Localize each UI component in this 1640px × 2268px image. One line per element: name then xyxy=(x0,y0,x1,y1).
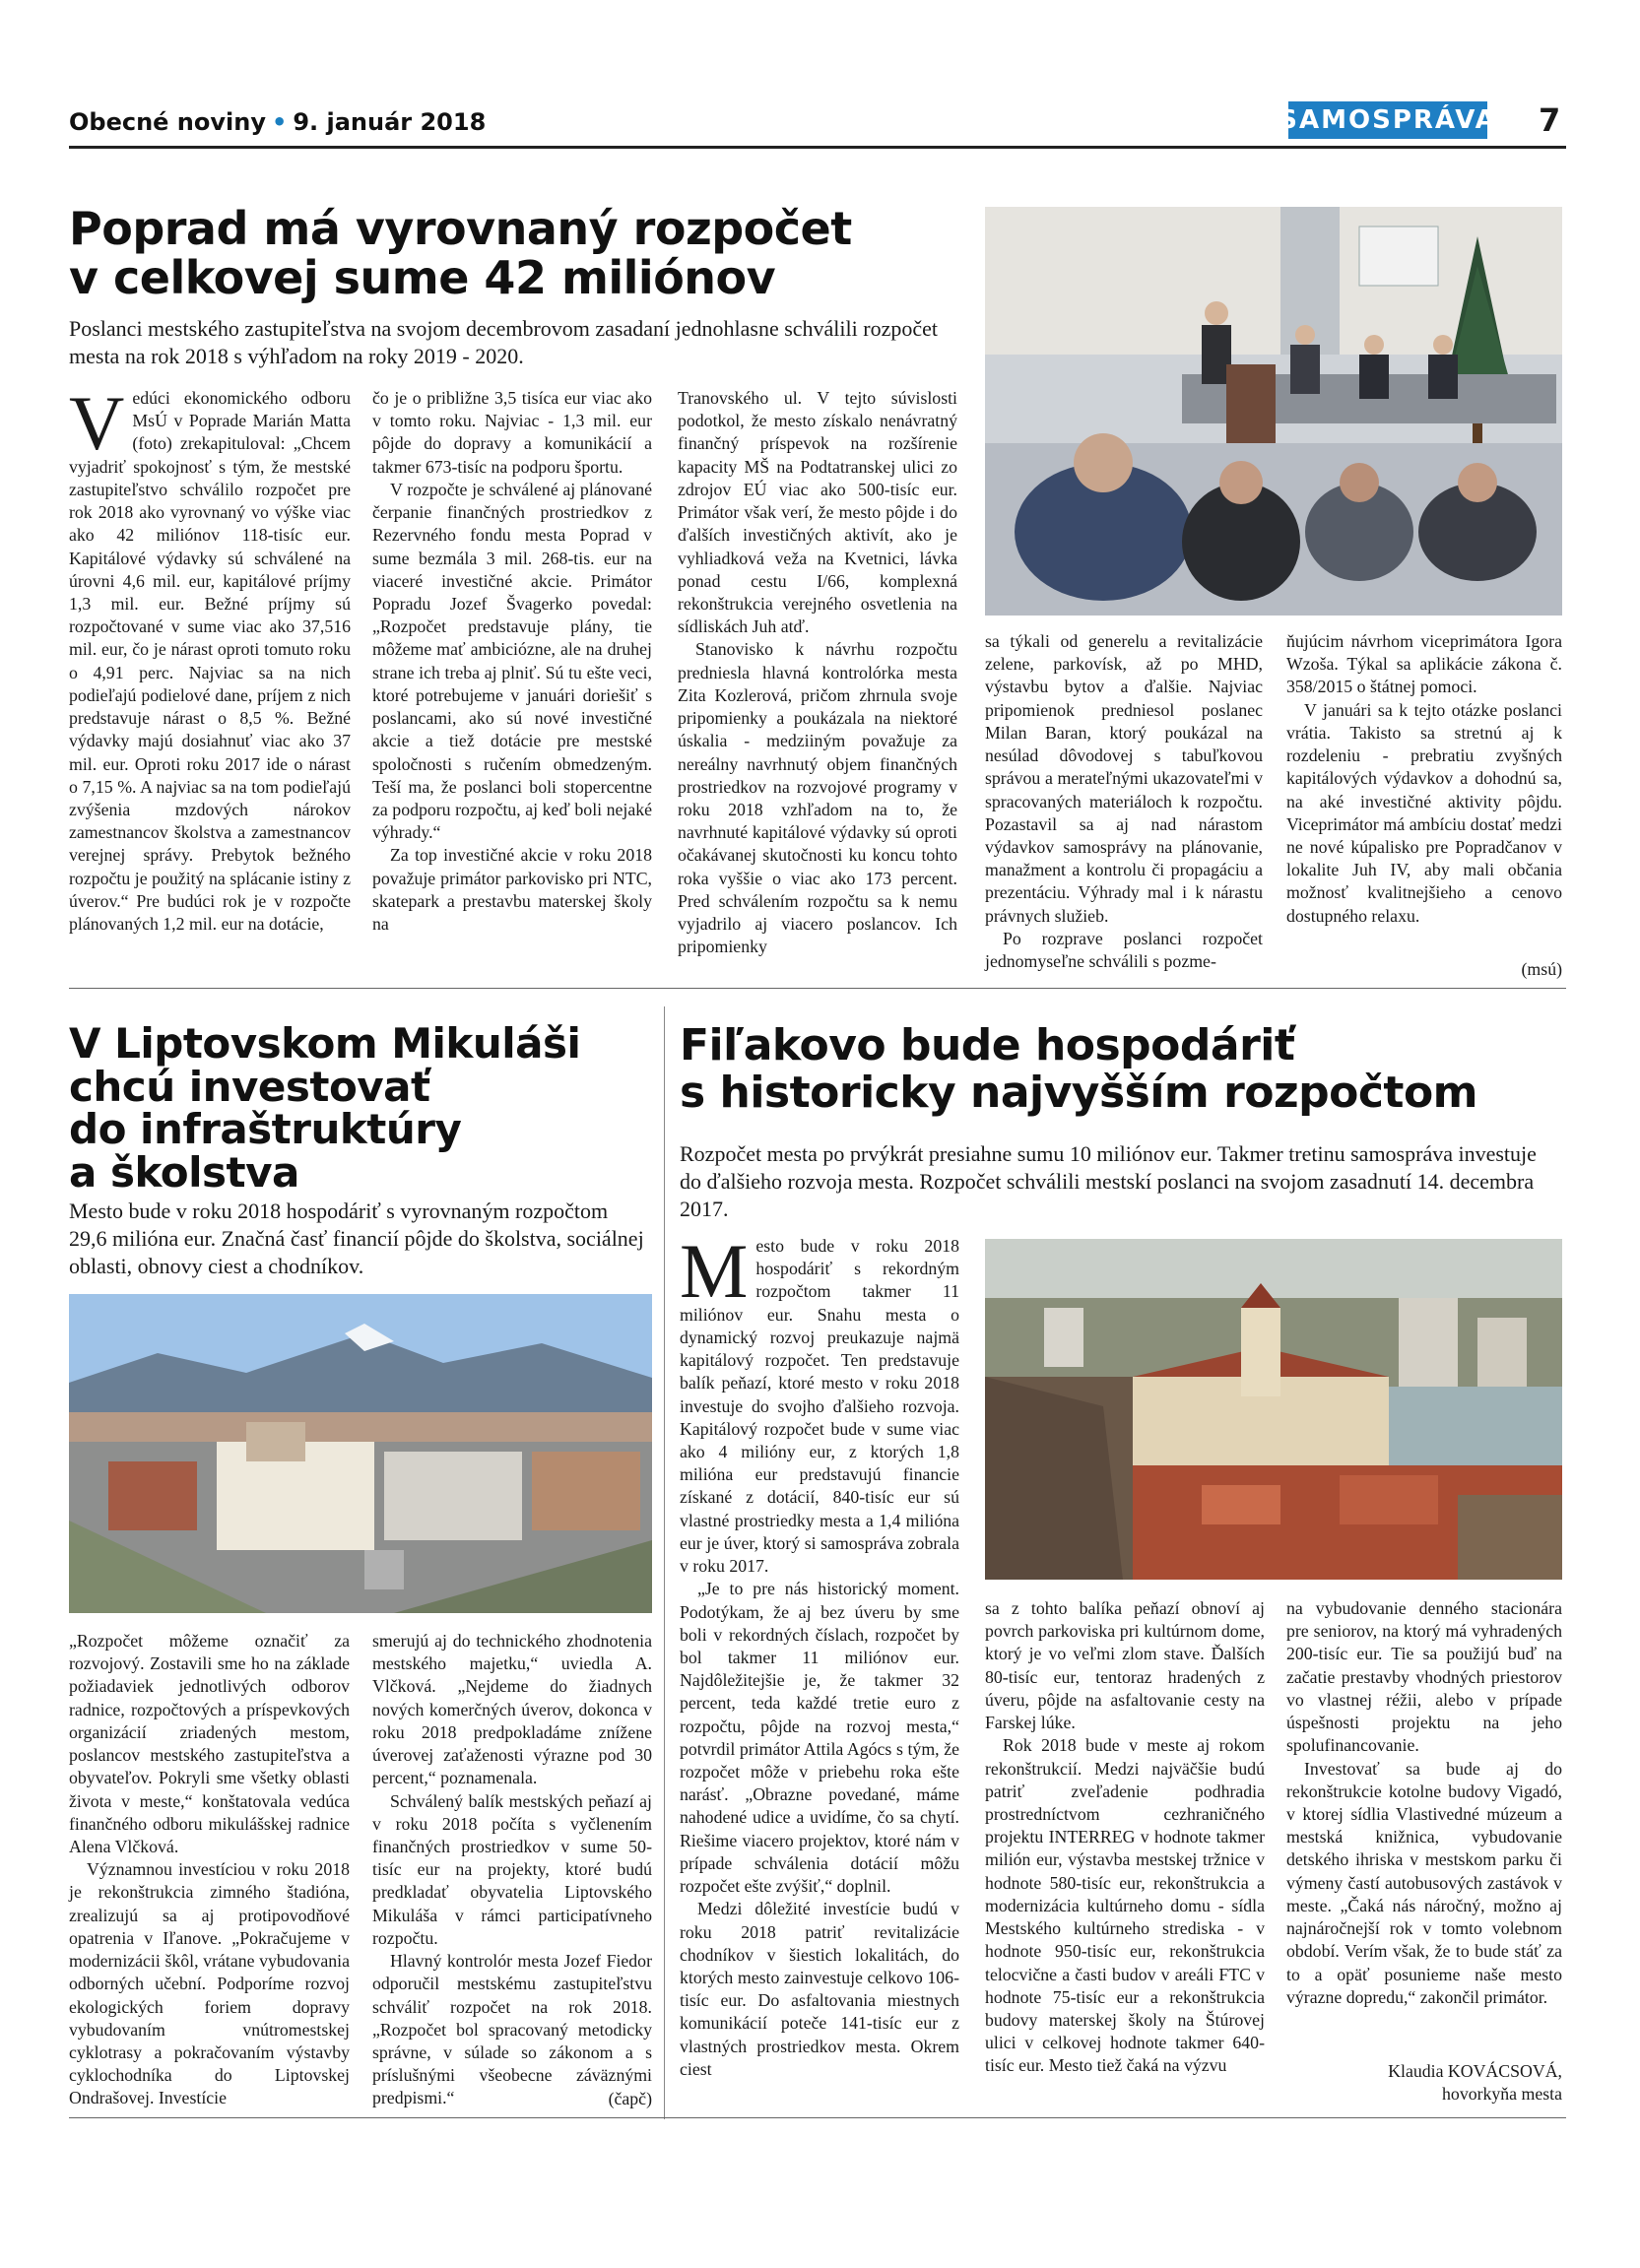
article1-title-line2: v celkovej sume 42 miliónov xyxy=(69,250,776,304)
article1-paragraph: Po rozprave poslanci rozpočet jednomyseľne schválili s pozme- xyxy=(985,928,1263,972)
article2-column-1 xyxy=(69,1630,350,2110)
article3-dropcap: M xyxy=(680,1228,749,1314)
column-divider xyxy=(664,1006,665,2119)
article1-column-2 xyxy=(372,387,652,936)
article2-paragraph: Významnou investíciou v roku 2018 je rekonštrukcia zimného štadióna, zrealizujú sa aj protipovodňové opatrenia v Iľanove. „Pokračujeme v modernizácii škôl, vrátane vybudovania odborných učební. Podporíme rozvoj ekologických foriem dopravy vybudovaním vnútromestskej cyklotrasy a pokračovaním výstavby cyklochodníka do Liptovskej Ondrašovej. Investície xyxy=(69,1859,350,2108)
article3-photo xyxy=(985,1239,1562,1580)
article3-column-3 xyxy=(1286,1597,1562,2009)
article3-title-line1: Fiľakovo bude hospodáriť xyxy=(680,1020,1295,1070)
article2-lead: Mesto bude v roku 2018 hospodáriť s vyrovnaným rozpočtom 29,6 milióna eur. Značná časť financií pôjde do školstva, sociálnej oblasti, obnovy ciest a chodníkov. xyxy=(69,1199,644,1279)
article2-signature: (čapč) xyxy=(608,2089,652,2108)
article1-paragraph: Za top investičné akcie v roku 2018 považuje primátor parkovisko pri NTC, skatepark a prestavbu materskej školy na xyxy=(372,845,652,935)
article3-paragraph: esto bude v roku 2018 hospodáriť s rekordným rozpočtom takmer 11 miliónov eur. Snahu mesta o dynamický rozvoj preukazuje najmä kapitálový rozpočet. Ten predstavuje balík peňazí, ktoré mesto v roku 2018 investuje do svojho ďalšieho rozvoja. Kapitálový rozpočet bude v sume viac ako 4 milióny eur, z ktorých 1,8 milióna eur predstavujú financie získané z dotácií, 840-tisíc eur sú vlastné prostriedky mesta a 1,4 milióna eur je úver, ktorý si samospráva zobrala v roku 2017. xyxy=(680,1236,959,1577)
article3-paragraph: na vybudovanie denného stacionára pre seniorov, na ktorý má vyhradených 200-tisíc eur. Tie sa použijú buď na začatie prestavby vhodných priestorov vo vlastnej réžii, alebo v prípade úspešnosti projektu na jeho spolufinancovanie. xyxy=(1286,1598,1562,1756)
article1-signature: (msú) xyxy=(1521,959,1562,979)
header-bullet: • xyxy=(271,108,288,136)
article3-title-line2: s historicky najvyšším rozpočtom xyxy=(680,1067,1478,1118)
article1-paragraph: V rozpočte je schválené aj plánované čerpanie finančných prostriedkov z Rezervného fondu mesta Poprad v sume bezmála 3 mil. 268-tis. eur na viaceré investičné akcie. Primátor Popradu Jozef Švagerko povedal: „Rozpočet predstavuje plány, tie môžeme mať ambiciózne, ale na druhej strane ich treba aj plniť. Sú tu ešte veci, ktoré potrebujeme v januári doriešiť s poslancami, ako sú nové investičné akcie a tiež dotácie pre mestské spoločnosti s ručením obmedzeným. Teší ma, že poslanci boli stopercentne za podporu rozpočtu, aj keď boli nejaké výhrady.“ xyxy=(372,479,652,843)
article1-lead: Poslanci mestského zastupiteľstva na svojom decembrovom zasadaní jednohlasne schválili rozpočet mesta na rok 2018 s výhľadom na roky 2019 - 2020. xyxy=(69,316,938,369)
article1-column-4 xyxy=(985,630,1263,973)
article3-author-role: hovorkyňa mesta xyxy=(1442,2084,1562,2105)
article1-column-3 xyxy=(678,387,957,958)
article2-title-line: V Liptovskom Mikuláši xyxy=(69,1019,581,1068)
article1-column-1 xyxy=(69,380,351,936)
article1-paragraph: sa týkali od generelu a revitalizácie zelene, parkovísk, až po MHD, výstavbu bytov a ďalšie. Najviac pripomienok predniesol poslanec Milan Baran, ktorý poukázal na nesúlad dôvodovej s tabuľkovou správou a merateľnými ukazovateľmi v spracovaných materiáloch k rozpočtu. Pozastavil sa aj nad nárastom výdavkov samosprávy na plánovanie, manažment a kontrolu či propagáciu a prezentáciu. Výhrady mal i k nárastu právnych služieb. xyxy=(985,631,1263,926)
article2-title-line: do infraštruktúry xyxy=(69,1105,462,1154)
page-number: 7 xyxy=(1539,101,1561,139)
article2-title xyxy=(69,1019,660,1198)
article3-paragraph: Rok 2018 bude v meste aj rokom rekonštrukcií. Medzi najväčšie budú patriť zveľadenie podhradia prostredníctvom cezhraničného projektu INTERREG v hodnote takmer milión eur, výstavba mestskej tržnice v hodnote 580-tisíc eur, rekonštrukcia a modernizácia kultúrneho domu - sídla Mestského kultúrneho strediska - v hodnote 950-tisíc eur, rekonštrukcia telocvične a časti budov v areáli FTC v hodnote 75-tisíc eur a rekonštrukcia budovy materskej školy na Štúrovej ulici v celkovej hodnote takmer 640-tisíc eur. Mesto tiež čaká na výzvu xyxy=(985,1735,1265,2076)
article2-paragraph: Schválený balík mestských peňazí aj v roku 2018 počíta s vyčlenením finančných prostriedkov v sume 50-tisíc eur na projekty, ktoré budú predkladať obyvatelia Liptovského Mikuláša v rámci participatívneho rozpočtu. xyxy=(372,1790,652,1948)
article3-lead: Rozpočet mesta po prvýkrát presiahne sumu 10 miliónov eur. Takmer tretinu samospráva investuje do ďalšieho rozvoja mesta. Rozpočet schválili mestskí poslanci na svojom zasadnutí 14. decembra 2017. xyxy=(680,1141,1537,1222)
page-bottom-rule xyxy=(69,2117,1566,2118)
article2-photo xyxy=(69,1294,652,1613)
article1-paragraph: edúci ekonomického odboru MsÚ v Poprade Marián Matta (foto) zrekapituloval: „Chcem vyjadriť spokojnosť s tým, že mestské zastupiteľstvo schválilo rozpočet pre rok 2018 ako vyrovnaný vo výške viac ako 42 miliónov 118-tisíc eur. Kapitálové výdavky sú schválené na úrovni 4,6 mil. eur, kapitálové príjmy 1,3 mil. eur. Bežné príjmy sú rozpočtované v sume viac ako 37,516 mil. eur, čo je nárast oproti tomuto roku o 4,91 perc. Najviac sa na nich podieľajú podielové dane, príjem z nich predstavuje nárast o 8,5 %. Bežné výdavky majú dosiahnuť viac ako 37 mil. eur. Oproti roku 2017 ide o nárast o 7,15 %. A najviac sa na tom podieľajú zvýšenia mzdových nárokov zamestnancov školstva a zamestnancov verejnej správy. Prebytok bežného rozpočtu je použitý na splácanie istiny z úverov.“ Pre budúci rok je v rozpočte plánovaných 1,2 mil. eur na dotácie, xyxy=(69,388,351,935)
article2-paragraph: Hlavný kontrolór mesta Jozef Fiedor odporučil mestskému zastupiteľstvu schváliť rozpočet na rok 2018. „Rozpočet bol spracovaný metodicky správne, v súlade so zákonom a s príslušnými všeobecne záväznými predpismi.“ xyxy=(372,1951,652,2108)
newspaper-name: Obecné noviny xyxy=(69,108,266,136)
article3-column-2 xyxy=(985,1597,1265,2078)
article3-title xyxy=(680,1022,1566,1116)
article1-dropcap: V xyxy=(69,380,125,466)
article1-bottom-rule xyxy=(69,988,1566,989)
article3-paragraph: „Je to pre nás historický moment. Podotýkam, že aj bez úveru by sme boli v rekordných číslach, rozpočet by bol takmer 11 miliónov eur. Najdôležitejšie je, že takmer 32 percent, teda každé tretie euro z rozpočtu, pôjde na rozvoj mesta,“ potvrdil primátor Attila Agócs s tým, že rozpočet môže v priebehu roka ešte narásť. „Obrazne povedané, máme nahodené udice a uvidíme, čo sa chytí. Riešime viacero projektov, ktoré nám v prípade schválenia dotácií môžu rozpočet ešte zvýšiť,“ doplnil. xyxy=(680,1579,959,1897)
article1-title xyxy=(69,202,975,304)
header-rule xyxy=(69,146,1566,149)
issue-date: 9. január 2018 xyxy=(293,108,487,136)
article2-paragraph: „Rozpočet môžeme označiť za rozvojový. Zostavili sme ho na základe požiadaviek jednotlivých odborov radnice, rozpočtových a príspevkových organizácií zriadených mestom, poslancov mestského zastupiteľstva a obyvateľov. Pokryli sme všetky oblasti života v meste,“ konštatovala vedúca finančného odboru mikulášskej radnice Alena Vlčková. xyxy=(69,1631,350,1856)
article3-paragraph: Medzi dôležité investície budú v roku 2018 patriť revitalizácie chodníkov v šiestich lokalitách, do ktorých mesto zainvestuje celkovo 106-tisíc eur. Do asfaltovania miestnych komunikácií poteče 141-tisíc eur z vlastných prostriedkov mesta. Okrem ciest xyxy=(680,1899,959,2079)
filakovo-town-photo xyxy=(985,1239,1562,1580)
article3-paragraph: Investovať sa bude aj do rekonštrukcie kotolne budovy Vigadó, v ktorej sídlia Vlastivedné múzeum a mestská knižnica, vybudovanie detského ihriska v mestskom parku či výmeny častí autobusových zastávok v meste. „Čaká nás náročný, možno aj najnáročnejší rok v tomto volebnom období. Verím však, že to bude stáť za to a opäť posunieme naše mesto výrazne dopredu,“ zakončil primátor. xyxy=(1286,1758,1562,2007)
article3-signature xyxy=(1286,2060,1562,2106)
article2-title-line: a školstva xyxy=(69,1148,299,1198)
article1-paragraph: čo je o približne 3,5 tisíca eur viac ako v tomto roku. Najviac - 1,3 mil. eur pôjde do dopravy a komunikácií a takmer 673-tisíc na podporu športu. xyxy=(372,388,652,477)
article1-photo xyxy=(985,207,1562,616)
article3-paragraph: sa z tohto balíka peňazí obnoví aj povrch parkoviska pri kultúrnom dome, ktorý je vo veľmi zlom stave. Ďalších 80-tisíc eur, tentoraz hradených z úveru, pôjde na asfaltovanie cesty na Farskej lúke. xyxy=(985,1598,1265,1733)
article1-column-5 xyxy=(1286,630,1562,928)
section-tag: SAMOSPRÁVA xyxy=(1288,101,1487,139)
article1-title-line1: Poprad má vyrovnaný rozpočet xyxy=(69,202,852,255)
article1-paragraph: ňujúcim návrhom viceprimátora Igora Wzoša. Týkal sa aplikácie zákona č. 358/2015 o štátnej pomoci. xyxy=(1286,631,1562,697)
article2-title-line: chcú investovať xyxy=(69,1062,430,1111)
masthead xyxy=(69,108,486,136)
article2-column-2 xyxy=(372,1630,652,2110)
article3-author-name: Klaudia KOVÁCSOVÁ, xyxy=(1388,2061,1562,2081)
liptovsky-mikulas-aerial-photo xyxy=(69,1294,652,1613)
article3-column-1 xyxy=(680,1228,959,2081)
article1-paragraph: V januári sa k tejto otázke poslanci vrátia. Takisto sa stretnú aj k rozdeleniu - prebratiu zvyšných kapitálových výdavkov a dohodnú sa, na aké investičné aktivity pôjdu. Viceprimátor má ambíciu dostať medzi ne nové kúpalisko pre Popradčanov v lokalite Juh IV, aby mali občania možnosť kvalitnejšieho a cenovo dostupného relaxu. xyxy=(1286,699,1562,926)
article2-paragraph: smerujú aj do technického zhodnotenia mestského majetku,“ uviedla A. Vlčková. „Nejdeme do žiadnych nových komerčných úverov, dokonca v roku 2018 predpokladáme znížene úverovej zaťaženosti výrazne pod 30 percent,“ poznamenala. xyxy=(372,1631,652,1788)
article1-paragraph: Tranovského ul. V tejto súvislosti podotkol, že mesto získalo nenávratný finančný príspevok na rozšírenie kapacity MŠ na Podtatranskej ulici zo zdrojov EÚ viac ako 500-tisíc eur. Primátor však verí, že mesto pôjde i do ďalších investičných aktivít, ako je vyhliadková veža na Kvetnici, lávka ponad cestu I/66, komplexná rekonštrukcia verejného osvetlenia na sídliskách Juh atď. xyxy=(678,388,957,637)
council-meeting-photo xyxy=(985,207,1562,616)
article1-paragraph: Stanovisko k návrhu rozpočtu predniesla hlavná kontrolórka mesta Zita Kozlerová, pričom zhrnula svoje pripomienky a poukázala na niektoré úskalia - medziiným považuje za nereálny navrhnutý objem finančných prostriedkov na rozvojové programy v roku 2018 vzhľadom na to, že navrhnuté kapitálové výdavky sú oproti očakávanej skutočnosti ku koncu tohto roka vyššie o viac ako 173 percent. Pred schválením rozpočtu sa k nemu vyjadrilo aj viacero poslancov. Ich pripomienky xyxy=(678,639,957,957)
